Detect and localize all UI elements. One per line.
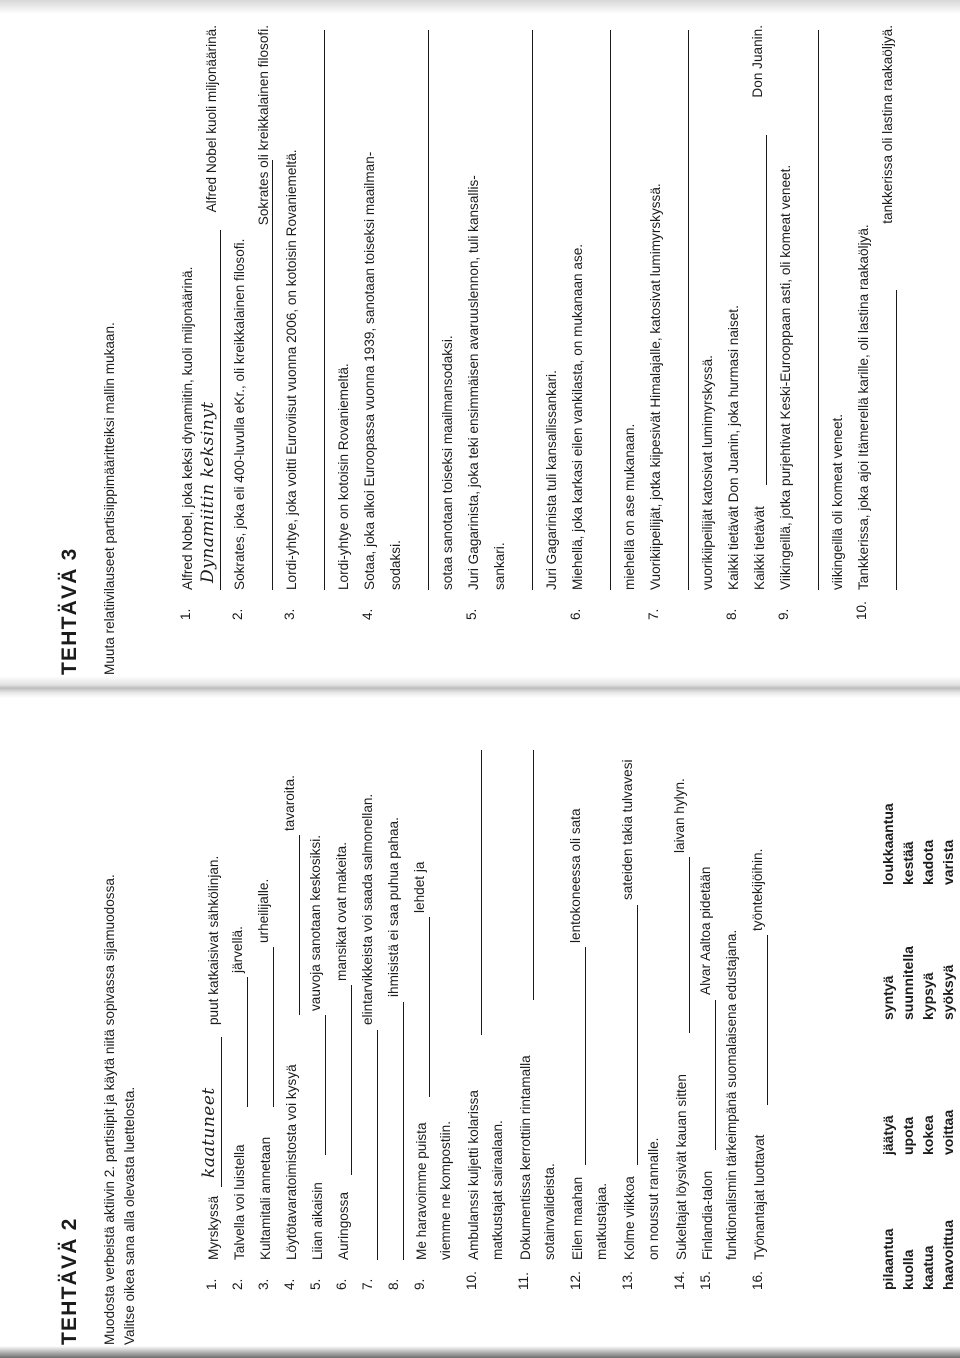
- item-text: funktionalismin tärkeimpänä suomalaisena edustajana.: [724, 929, 739, 1260]
- item-text: sotainvalideista.: [542, 1163, 557, 1260]
- instruction-line: Muodosta verbeistä aktiivin 2. partisiipit ja käytä niitä sopivassa sijamuodossa.: [102, 874, 117, 1345]
- answer-ending: Sokrates oli kreikkalainen filosofi.: [256, 25, 271, 226]
- answer-line[interactable]: [818, 30, 819, 590]
- scan-top-edge: [0, 0, 960, 14]
- answer-start: Kaikki tietävät: [752, 506, 767, 590]
- answer-line[interactable]: [689, 857, 690, 1033]
- item-number: 2.: [230, 1278, 245, 1290]
- word-bank-word: syntyä: [880, 975, 896, 1020]
- item-text: Miehellä, joka karkasi eilen vankilasta, on mukanaan ase.: [570, 243, 585, 590]
- answer-line[interactable]: [377, 1030, 378, 1260]
- item-text: työntekijöihin.: [750, 848, 765, 931]
- answer-line[interactable]: [767, 935, 768, 1105]
- item-text: Sokrates, joka eli 400-luvulla eKr., oli kreikkalainen filosofi.: [232, 238, 247, 590]
- answer-line[interactable]: [688, 30, 689, 590]
- item-text: urheilijalle.: [256, 878, 271, 943]
- item-number: 14.: [672, 1271, 687, 1290]
- answer-line[interactable]: [351, 985, 352, 1175]
- item-text: Kaikki tietävät Don Juanin, joka hurmasi naiset.: [726, 305, 741, 590]
- item-number: 2.: [230, 608, 245, 620]
- answer-ending: Alfred Nobel kuoli miljonäärinä.: [204, 25, 219, 213]
- item-text: puut katkaisivat sähkölinjan.: [206, 855, 221, 1025]
- exercise-2-title: TEHTÄVÄ 2: [58, 1217, 81, 1345]
- item-text: Auringossa: [336, 1191, 351, 1260]
- item-text: Vuorikiipeilijät, jotka kiipesivät Himalajalle, katosivat lumimyrskyssä.: [648, 183, 663, 590]
- item-text: Alfred Nobel, joka keksi dynamiitin, kuoli miljonäärinä.: [180, 266, 195, 590]
- item-text: tavaroita.: [282, 775, 297, 831]
- item-text: elintarvikkeista voi saada salmonellan.: [360, 793, 375, 1025]
- item-text: Löytötavaratoimistosta voi kysyä: [284, 1064, 299, 1260]
- answer-line[interactable]: [272, 160, 273, 590]
- item-text: Juri Gagarinista, joka teki ensimmäisen avaruuslennon, tuli kansallis-: [466, 175, 481, 590]
- answer-line[interactable]: [429, 917, 430, 1097]
- word-bank-word: jäätyä: [880, 1115, 896, 1155]
- item-number: 5.: [464, 608, 479, 620]
- item-text: Talvella voi luistella: [232, 1144, 247, 1260]
- answer-line[interactable]: [325, 1015, 326, 1155]
- item-number: 4.: [282, 1278, 297, 1290]
- word-bank-word: kuolla: [900, 1249, 916, 1290]
- instruction-line: Valitse oikea sana alla olevasta luettelosta.: [122, 1086, 137, 1345]
- item-text: Tankkerissa, joka ajoi Itämerellä karille, oli lastina raakaöljyä.: [856, 224, 871, 590]
- item-number: 9.: [412, 1278, 427, 1290]
- answer-ending: Juri Gagarinista tuli kansallissankari.: [544, 370, 559, 590]
- item-number: 4.: [360, 608, 375, 620]
- item-text: Eilen maahan: [570, 1176, 585, 1260]
- answer-line[interactable]: [610, 30, 611, 590]
- item-text: Kultamitali annetaan: [258, 1136, 273, 1260]
- answer-line[interactable]: [715, 1000, 716, 1150]
- answer-line[interactable]: [220, 230, 221, 590]
- item-text: sankari.: [492, 542, 507, 590]
- word-bank-column: [878, 1170, 958, 1290]
- item-text: Ambulanssi kuljetti kolarissa: [466, 1090, 481, 1260]
- item-number: 7.: [646, 608, 661, 620]
- item-number: 3.: [282, 608, 297, 620]
- answer-line[interactable]: [299, 835, 300, 1015]
- word-bank-word: kaatua: [920, 1245, 936, 1290]
- word-bank-word: voittaa: [940, 1109, 956, 1155]
- answer-line[interactable]: [247, 977, 248, 1107]
- exercise-3-title: TEHTÄVÄ 3: [58, 547, 81, 675]
- answer-ending: sotaa sanotaan toiseksi maailmansodaksi.: [440, 335, 455, 590]
- item-number: 1.: [178, 608, 193, 620]
- answer-ending: vuorikiipeilijät katosivat lumimyrskyssä.: [700, 355, 715, 590]
- item-number: 15.: [698, 1271, 713, 1290]
- item-text: lentokoneessa oli sata: [568, 808, 583, 943]
- item-number: 16.: [750, 1271, 765, 1290]
- item-text: järvellä.: [230, 926, 245, 973]
- word-bank-word: kadota: [920, 839, 936, 885]
- item-text: matkustajat sairaalaan.: [490, 1120, 505, 1260]
- answer-line[interactable]: [766, 135, 767, 485]
- exercise-3-instructions: Muuta relatiivilauseet partisiippimääritteiksi mallin mukaan.: [102, 322, 117, 675]
- exercise-2-page: [30, 685, 956, 1345]
- answer-ending: Don Juanin.: [750, 25, 765, 98]
- word-bank-word: loukkaantua: [880, 803, 896, 885]
- item-number: 6.: [334, 1278, 349, 1290]
- handwritten-answer: Dynamiitin keksinyt: [198, 401, 218, 583]
- item-text: mansikat ovat makeita.: [334, 841, 349, 981]
- answer-line[interactable]: [403, 1002, 404, 1260]
- word-bank-word: kypsyä: [920, 972, 936, 1020]
- item-text: lehdet ja: [412, 861, 427, 913]
- item-number: 9.: [776, 608, 791, 620]
- item-number: 8.: [724, 608, 739, 620]
- item-number: 10.: [464, 1271, 479, 1290]
- answer-ending: Lordi-yhtye on kotoisin Rovaniemeltä.: [336, 363, 351, 590]
- word-bank-word: haavoittua: [940, 1219, 956, 1290]
- item-text: Viikingeillä, jotka purjehtivat Keski-Eurooppaan asti, oli komeat veneet.: [778, 164, 793, 590]
- item-text: viemme ne kompostiin.: [438, 1120, 453, 1260]
- word-bank-word: pilaantua: [880, 1228, 896, 1290]
- item-number: 5.: [308, 1278, 323, 1290]
- word-bank-column: [878, 765, 958, 885]
- exercise-2-instructions: [100, 685, 140, 1345]
- word-bank-word: kestää: [900, 841, 916, 885]
- item-number: 6.: [568, 608, 583, 620]
- word-bank-word: kokea: [920, 1115, 936, 1155]
- answer-line[interactable]: [481, 750, 482, 1035]
- answer-line[interactable]: [585, 947, 586, 1165]
- item-text: Kolme viikkoa: [622, 1176, 637, 1260]
- answer-line[interactable]: [273, 947, 274, 1107]
- item-text: laivan hylyn.: [672, 778, 687, 853]
- item-number: 8.: [386, 1278, 401, 1290]
- answer-ending: miehellä on ase mukanaan.: [622, 423, 637, 590]
- item-text: Sotaa, joka alkoi Euroopassa vuonna 1939, sanotaan toiseksi maailman-: [362, 151, 377, 590]
- word-bank-word: varista: [940, 839, 956, 885]
- item-number: 1.: [204, 1278, 219, 1290]
- item-number: 10.: [854, 601, 869, 620]
- word-bank-word: suunnitella: [900, 946, 916, 1020]
- item-text: Alvar Aaltoa pidetään: [698, 866, 713, 995]
- item-number: 12.: [568, 1271, 583, 1290]
- item-text: on noussut rannalle.: [646, 1137, 661, 1260]
- item-text: Dokumentissa kerrottiin rintamalla: [518, 1055, 533, 1260]
- word-bank-column: [878, 1035, 958, 1155]
- item-number: 11.: [516, 1272, 531, 1290]
- item-text: Me haravoimme puista: [414, 1122, 429, 1260]
- item-number: 3.: [256, 1278, 271, 1290]
- handwritten-answer: kaatuneet: [199, 1087, 219, 1178]
- answer-line[interactable]: [533, 750, 534, 1000]
- answer-line[interactable]: [637, 905, 638, 1165]
- item-text: ihmisistä ei saa puhua pahaa.: [386, 817, 401, 997]
- item-text: Työnantajat luottavat: [752, 1134, 767, 1260]
- item-number: 7.: [360, 1278, 375, 1290]
- item-text: matkustajaa.: [594, 1182, 609, 1260]
- answer-line[interactable]: [896, 290, 897, 590]
- word-bank-column: [878, 900, 958, 1020]
- item-text: Lordi-yhtye, joka voitti Euroviisut vuonna 2006, on kotoisin Rovaniemeltä.: [284, 149, 299, 590]
- item-text: Myrskyssä: [206, 1195, 221, 1260]
- item-text: sateiden takia tulvavesi: [620, 759, 635, 900]
- exercise-3-page: [30, 15, 935, 675]
- item-text: sodaksi.: [388, 540, 403, 590]
- item-text: Sukeltajat löysivät kauan sitten: [674, 1074, 689, 1260]
- word-bank-word: syöksyä: [940, 964, 956, 1020]
- answer-line[interactable]: [221, 1037, 222, 1187]
- answer-line[interactable]: [428, 30, 429, 590]
- item-text: vauvoja sanotaan keskosiksi.: [308, 834, 323, 1011]
- item-text: Liian aikaisin: [310, 1182, 325, 1260]
- answer-line[interactable]: [324, 30, 325, 590]
- answer-ending: tankkerissa oli lastina raakaöljyä.: [880, 25, 895, 224]
- word-bank-word: upota: [900, 1116, 916, 1155]
- item-text: Finlandia-talon: [700, 1170, 715, 1260]
- answer-line[interactable]: [532, 30, 533, 590]
- item-number: 13.: [620, 1271, 635, 1290]
- answer-ending: viikingeillä oli komeat veneet.: [830, 413, 845, 590]
- scan-bottom-edge: [0, 1346, 960, 1358]
